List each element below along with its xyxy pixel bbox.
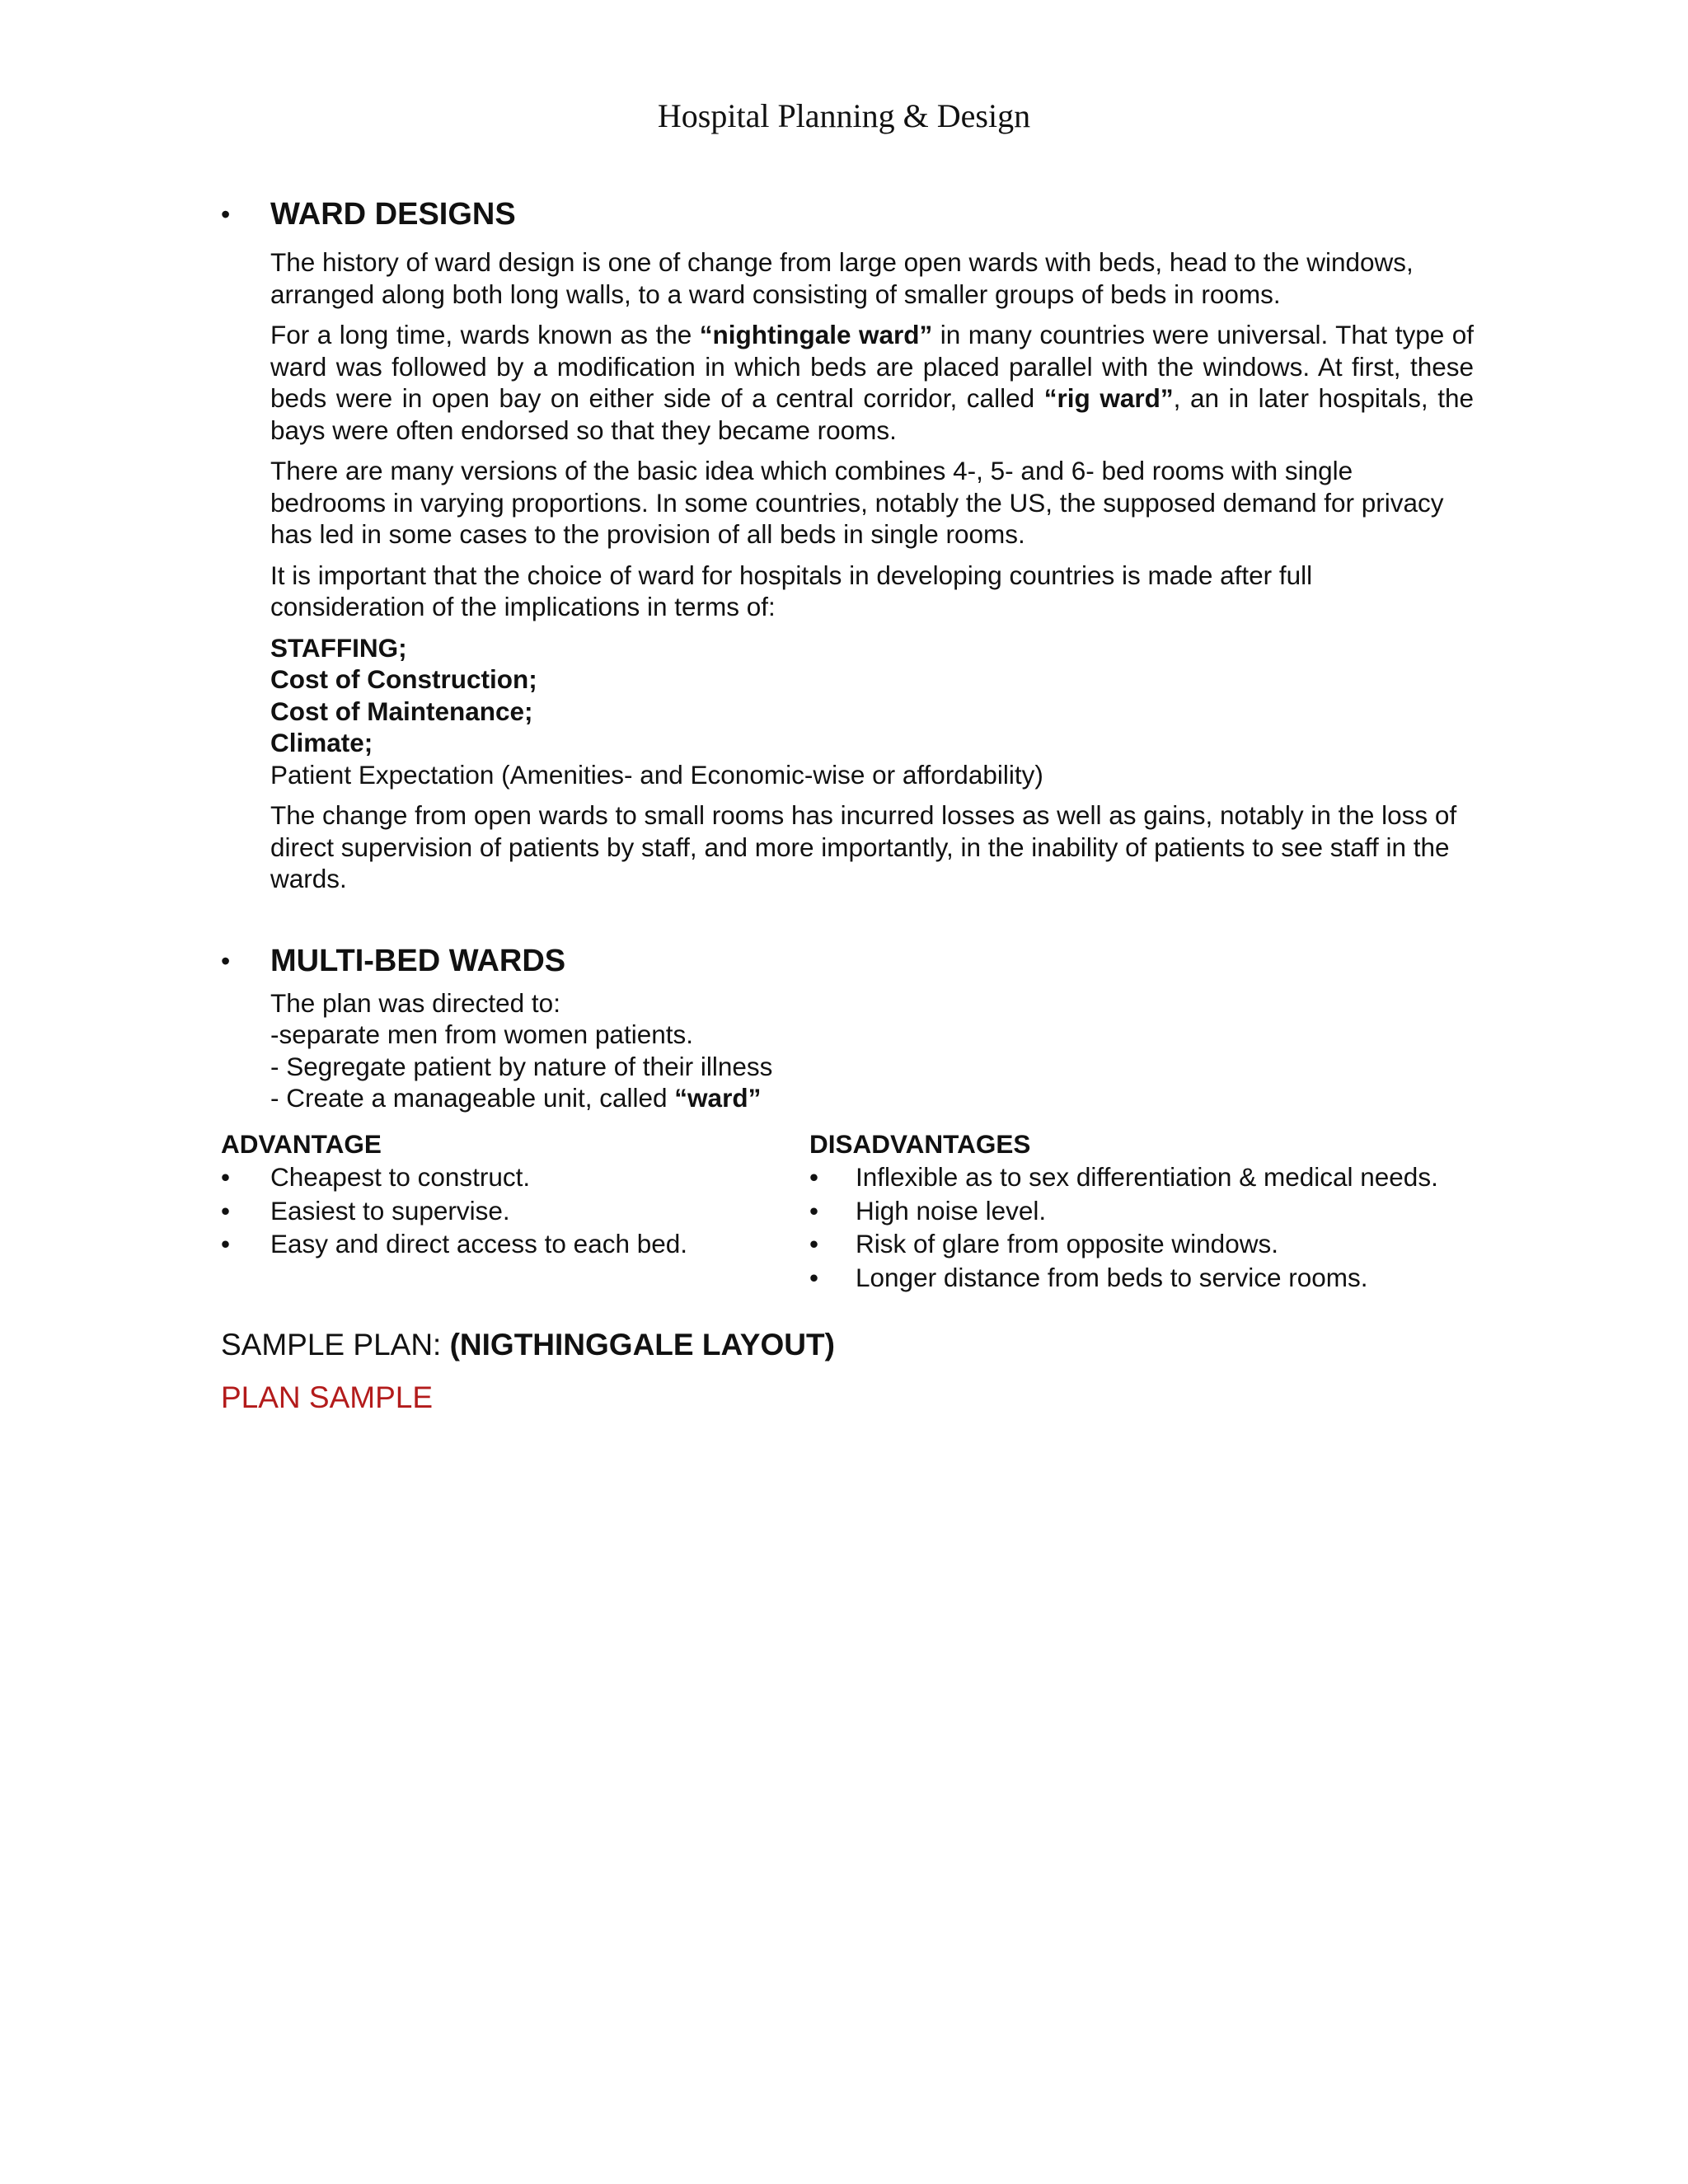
ward-designs-body xyxy=(221,246,1474,895)
paragraph: The history of ward design is one of change from large open wards with beds, head to the windows, arranged along both long walls, to a ward consisting of smaller groups of beds in rooms. xyxy=(270,247,1414,309)
list-item xyxy=(809,1194,1485,1228)
text-line: -separate men from women patients. xyxy=(270,1019,693,1049)
text-line: - Segregate patient by nature of their illness xyxy=(270,1051,773,1081)
document-body xyxy=(221,191,1474,1418)
section-heading-multi-bed-wards xyxy=(221,938,1474,984)
heading-text: MULTI-BED WARDS xyxy=(270,943,566,978)
list-item xyxy=(221,1160,798,1194)
bullet-icon: • xyxy=(221,945,231,976)
factor-item: Cost of Maintenance; xyxy=(270,696,533,726)
plan-sample-link: PLAN SAMPLE xyxy=(221,1380,434,1414)
term-nightingale-ward: “nightingale ward” xyxy=(699,320,933,349)
factor-item: STAFFING; xyxy=(270,632,407,663)
disadvantage-title: DISADVANTAGES xyxy=(809,1128,1031,1159)
bullet-icon: • xyxy=(809,1229,819,1258)
text-run: in many countries were universal. That type of ward was followed by a modification in which beds are placed parallel with the windows. At first, these beds were in open bay on either side of a central corridor, called xyxy=(270,320,1474,413)
text-line: The plan was directed to: xyxy=(270,987,560,1018)
multi-bed-body xyxy=(221,987,1474,1114)
list-item-text: Cheapest to construct. xyxy=(270,1162,531,1192)
bullet-icon: • xyxy=(221,1229,231,1258)
text-run: - Create a manageable unit, called xyxy=(270,1083,675,1113)
text-run: For a long time, wards known as the xyxy=(270,320,700,349)
advantages-disadvantages xyxy=(221,1127,1474,1301)
factor-list xyxy=(270,632,1474,791)
paragraph: It is important that the choice of ward for hospitals in developing countries is made after full consideration of the implications in terms of: xyxy=(270,560,1313,621)
bullet-icon: • xyxy=(809,1162,819,1192)
term-ward: “ward” xyxy=(674,1083,762,1113)
factor-item: Cost of Construction; xyxy=(270,664,537,694)
list-item-text: Easiest to supervise. xyxy=(270,1195,510,1226)
list-item-text: Easy and direct access to each bed. xyxy=(270,1229,688,1258)
page-header: Hospital Planning & Design xyxy=(657,97,1031,134)
factor-item: Climate; xyxy=(270,728,373,757)
list-item xyxy=(809,1160,1485,1194)
sample-plan-heading xyxy=(221,1325,1474,1365)
bullet-icon: • xyxy=(809,1195,819,1226)
list-item xyxy=(221,1227,798,1261)
paragraph: The change from open wards to small rooms has incurred losses as well as gains, notably in the loss of direct supervision of patients by staff, and more importantly, in the inability of patients to see staff in the wards. xyxy=(270,800,1457,893)
list-item-text: High noise level. xyxy=(856,1195,1047,1226)
bullet-icon: • xyxy=(221,1195,231,1226)
text-line xyxy=(270,1082,1474,1114)
list-item xyxy=(809,1227,1485,1261)
sample-plan-label: SAMPLE PLAN: xyxy=(221,1327,450,1361)
paragraph-nightingale xyxy=(270,319,1474,446)
list-item-text: Longer distance from beds to service rooms. xyxy=(856,1262,1368,1292)
factor-item: Patient Expectation (Amenities- and Economic-wise or affordability) xyxy=(270,759,1043,790)
bullet-icon: • xyxy=(221,199,231,229)
bullet-icon: • xyxy=(221,1162,231,1192)
bullet-icon: • xyxy=(809,1262,819,1292)
text-run: , an in later hospitals, the bays were often endorsed so that they became rooms. xyxy=(270,383,1475,445)
section-heading-ward-designs xyxy=(221,191,1474,237)
sample-plan-layout: (NIGTHINGGALE LAYOUT) xyxy=(449,1327,835,1361)
disadvantages-column xyxy=(809,1127,1485,1295)
list-item xyxy=(221,1194,798,1228)
list-item xyxy=(809,1261,1485,1295)
list-item-text: Inflexible as to sex differentiation & medical needs. xyxy=(856,1162,1438,1192)
term-rig-ward: “rig ward” xyxy=(1043,383,1174,413)
paragraph: There are many versions of the basic idea which combines 4-, 5- and 6- bed rooms with single bedrooms in varying proportions. In some countries, notably the US, the supposed demand for privacy has led in some cases to the provision of all beds in single rooms. xyxy=(270,456,1444,549)
advantages-column xyxy=(221,1127,798,1261)
heading-text: WARD DESIGNS xyxy=(270,197,516,232)
list-item-text: Risk of glare from opposite windows. xyxy=(856,1229,1278,1258)
advantage-title: ADVANTAGE xyxy=(221,1128,382,1159)
